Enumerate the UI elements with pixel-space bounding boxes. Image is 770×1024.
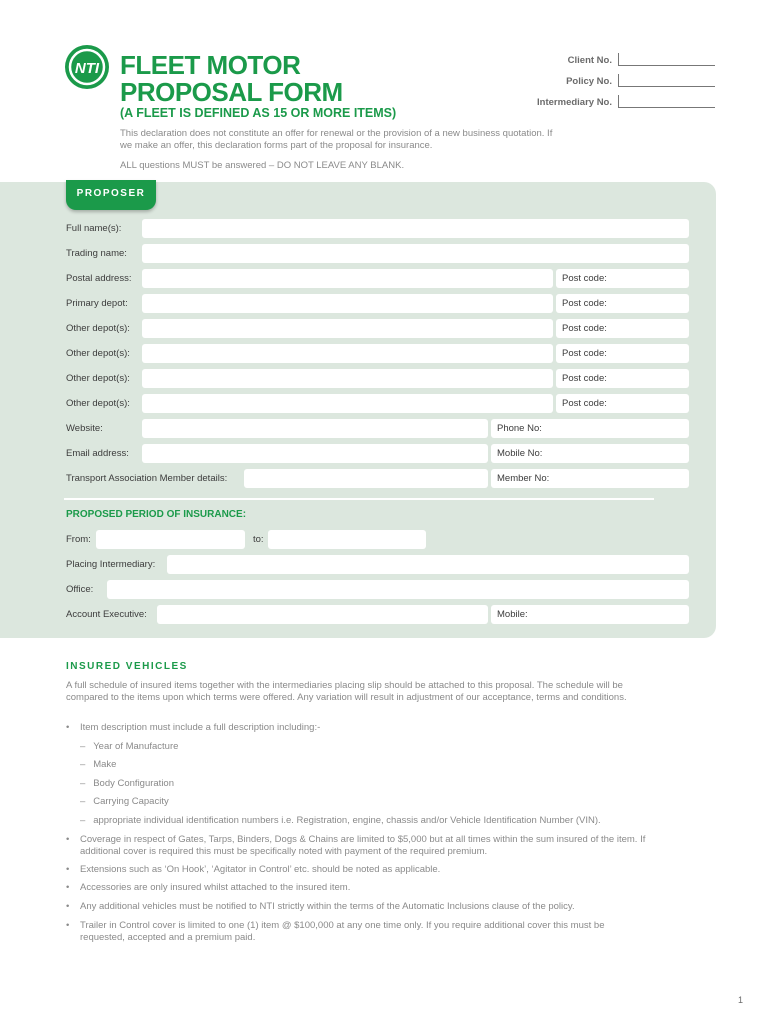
logo-text: NTI [74, 60, 100, 77]
primary-depot-field[interactable] [142, 294, 553, 313]
page-number: 1 [738, 995, 744, 1005]
panel-divider [64, 498, 654, 500]
trading-name-field[interactable] [142, 244, 689, 263]
to-field[interactable] [268, 530, 426, 549]
member-no-field[interactable]: Member No: [491, 469, 689, 488]
client-no-field[interactable] [618, 53, 715, 66]
sub-item: – Body Configuration [80, 778, 175, 789]
sub-item-text: Body Configuration [93, 778, 175, 789]
email-address-field[interactable] [142, 444, 488, 463]
insured-vehicles-heading: INSURED VEHICLES [66, 661, 188, 672]
other-depot-label-2: Other depot(s): [66, 348, 130, 359]
mobile-no-field[interactable]: Mobile No: [491, 444, 689, 463]
placing-intermediary-field[interactable] [167, 555, 689, 574]
sub-item: – appropriate individual identification numbers i.e. Registration, engine, chassis and/or Vehicle Identification Number (VIN). [80, 815, 601, 826]
postal-post-code-field[interactable]: Post code: [556, 269, 689, 288]
office-field[interactable] [107, 580, 689, 599]
primary-depot-label: Primary depot: [66, 298, 128, 309]
bullet-dot-2: • [66, 834, 70, 845]
full-names-field[interactable] [142, 219, 689, 238]
full-names-label: Full name(s): [66, 223, 122, 234]
sub-item: – Make [80, 759, 117, 770]
to-label: to: [253, 534, 264, 545]
trading-name-label: Trading name: [66, 248, 127, 259]
warning-text: ALL questions MUST be answered – DO NOT LEAVE ANY BLANK. [120, 160, 405, 171]
postal-address-label: Postal address: [66, 273, 132, 284]
postal-address-field[interactable] [142, 269, 553, 288]
bullet-dot-1: • [66, 722, 70, 733]
bullet-extensions: Extensions such as ‘On Hook’, ‘Agitator in Control’ etc. should be noted as applicable. [80, 864, 441, 875]
from-label: From: [66, 534, 91, 545]
bullet-accessories: Accessories are only insured whilst attached to the insured item. [80, 882, 351, 893]
policy-no-field[interactable] [618, 74, 715, 87]
title-line-1: FLEET MOTOR [120, 50, 301, 80]
sub-item-text: appropriate individual identification numbers i.e. Registration, engine, chassis and/or Vehicle Identification Number (VIN). [93, 815, 601, 826]
sub-item: – Carrying Capacity [80, 796, 169, 807]
placing-intermediary-label: Placing Intermediary: [66, 559, 156, 570]
policy-no-label: Policy No. [566, 76, 612, 87]
intro-text: This declaration does not constitute an offer for renewal or the provision of a new business quotation. If we make an offer, this declaration forms part of the proposal for insurance. [120, 128, 553, 151]
period-heading: PROPOSED PERIOD OF INSURANCE: [66, 509, 247, 520]
nti-logo [64, 44, 110, 90]
website-label: Website: [66, 423, 103, 434]
bullet-additional-vehicles: Any additional vehicles must be notified to NTI strictly within the terms of the Automatic Inclusions clause of the policy. [80, 901, 575, 912]
other-depot-post-code-field-1[interactable]: Post code: [556, 319, 689, 338]
transport-association-label: Transport Association Member details: [66, 473, 228, 484]
primary-depot-post-code-field[interactable]: Post code: [556, 294, 689, 313]
other-depot-post-code-field-4[interactable]: Post code: [556, 394, 689, 413]
other-depot-label-4: Other depot(s): [66, 398, 130, 409]
other-depot-label-3: Other depot(s): [66, 373, 130, 384]
office-label: Office: [66, 584, 94, 595]
bullet-dot-3: • [66, 864, 70, 875]
account-executive-mobile-field[interactable]: Mobile: [491, 605, 689, 624]
subtitle: (A FLEET IS DEFINED AS 15 OR MORE ITEMS) [120, 106, 397, 120]
bullet-item-description: Item description must include a full description including:- [80, 722, 321, 733]
other-depot-post-code-field-2[interactable]: Post code: [556, 344, 689, 363]
transport-association-field[interactable] [244, 469, 488, 488]
other-depot-label-1: Other depot(s): [66, 323, 130, 334]
title-line-2: PROPOSAL FORM [120, 77, 343, 107]
intermediary-no-label: Intermediary No. [537, 97, 612, 108]
sub-item-text: Make [93, 759, 117, 770]
proposer-tab: PROPOSER [66, 180, 156, 210]
other-depot-field-1[interactable] [142, 319, 553, 338]
sub-item-text: Year of Manufacture [93, 741, 179, 752]
phone-no-field[interactable]: Phone No: [491, 419, 689, 438]
account-executive-field[interactable] [157, 605, 488, 624]
bullet-coverage-limit: Coverage in respect of Gates, Tarps, Binders, Dogs & Chains are limited to $5,000 but at all times within the sum insured of the item. If additional cover is required this must be specifically noted with payment of the required premium. [80, 834, 646, 857]
website-field[interactable] [142, 419, 488, 438]
other-depot-field-4[interactable] [142, 394, 553, 413]
other-depot-field-3[interactable] [142, 369, 553, 388]
other-depot-post-code-field-3[interactable]: Post code: [556, 369, 689, 388]
bullet-dot-4: • [66, 882, 70, 893]
sub-item-text: Carrying Capacity [93, 796, 169, 807]
sub-item: – Year of Manufacture [80, 741, 179, 752]
insured-vehicles-intro: A full schedule of insured items together with the intermediaries placing slip should be attached to this proposal. The schedule will be compared to the items upon which terms were offered. Any variation will result in adjustment of our acceptance, terms and conditions. [66, 680, 627, 703]
account-executive-label: Account Executive: [66, 609, 147, 620]
email-address-label: Email address: [66, 448, 129, 459]
client-no-label: Client No. [567, 55, 612, 66]
bullet-dot-6: • [66, 920, 70, 931]
bullet-dot-5: • [66, 901, 70, 912]
from-field[interactable] [96, 530, 245, 549]
bullet-trailer-in-control: Trailer in Control cover is limited to one (1) item @ $100,000 at any one time only. If you require additional cover this must be requested, accepted and a premium paid. [80, 920, 605, 943]
intermediary-no-field[interactable] [618, 95, 715, 108]
other-depot-field-2[interactable] [142, 344, 553, 363]
